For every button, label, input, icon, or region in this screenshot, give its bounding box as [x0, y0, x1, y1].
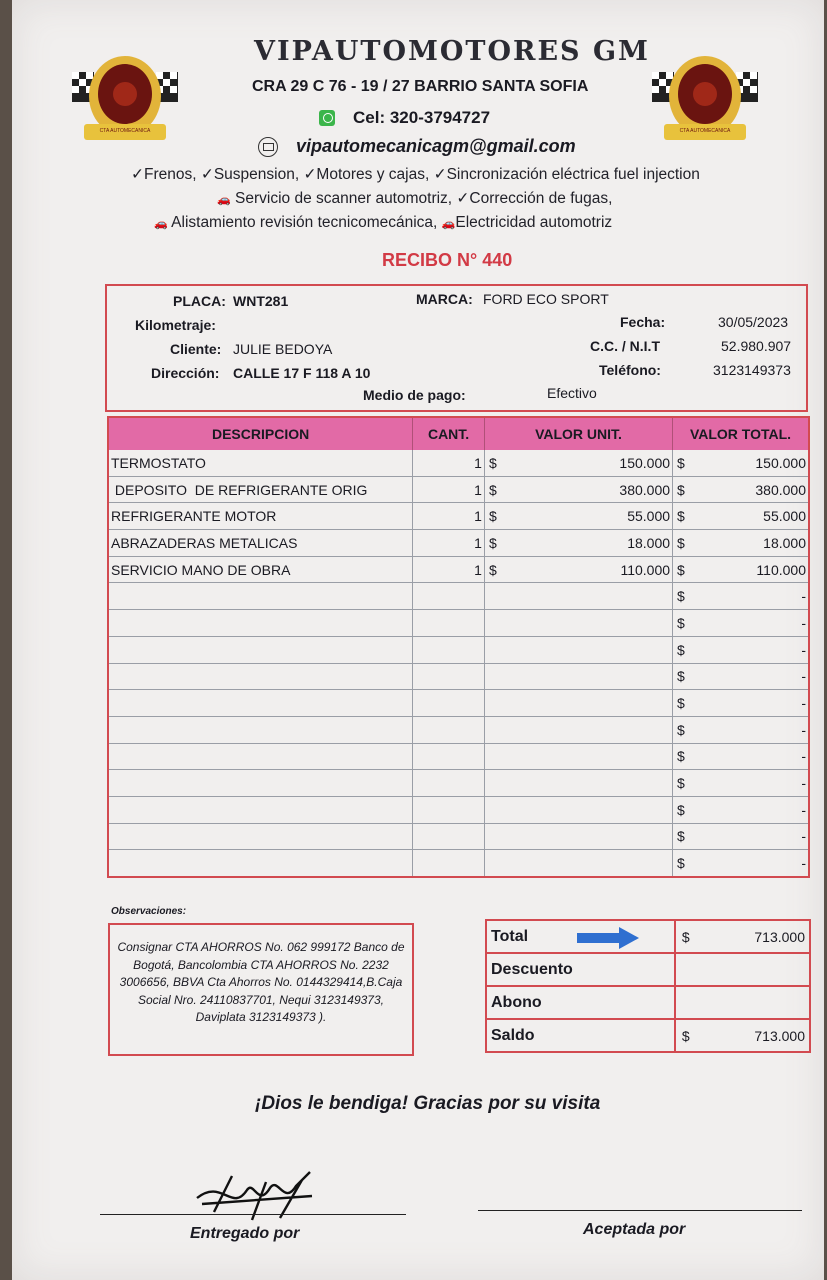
services-line-2-text: Servicio de scanner automotriz, ✓Corrección de fugas, — [235, 190, 613, 207]
empty-value-dash: - — [801, 801, 806, 818]
currency-symbol: $ — [681, 928, 690, 945]
currency-symbol: $ — [677, 481, 685, 498]
services-line-3-text-a: Alistamiento revisión tecnicomecánica, — [171, 214, 438, 231]
header-valor-total: VALOR TOTAL. — [673, 417, 809, 450]
placa-value: WNT281 — [233, 293, 289, 309]
item-total-price — [673, 716, 809, 743]
telefono-label: Teléfono: — [599, 362, 661, 378]
item-quantity — [413, 610, 485, 637]
currency-symbol: $ — [677, 801, 685, 818]
item-total-price — [673, 583, 809, 610]
item-quantity: 1 — [413, 530, 485, 557]
table-row-empty — [108, 583, 809, 610]
phone-text: Cel: 320-3794727 — [353, 108, 491, 127]
table-row-empty — [108, 716, 809, 743]
item-unit-price — [484, 610, 672, 637]
item-quantity — [413, 850, 485, 877]
item-total-price — [673, 796, 809, 823]
item-total-price — [673, 610, 809, 637]
marca-value: FORD ECO SPORT — [483, 291, 609, 307]
item-quantity: 1 — [413, 556, 485, 583]
item-total-price — [673, 823, 809, 850]
item-quantity — [413, 823, 485, 850]
item-total-price — [673, 530, 809, 557]
item-unit-price — [484, 716, 672, 743]
table-row-empty — [108, 690, 809, 717]
receipt-paper — [12, 0, 824, 1280]
empty-value-dash: - — [801, 588, 806, 605]
item-unit-price — [484, 476, 672, 503]
item-description — [108, 743, 413, 770]
total-price-value: 150.000 — [755, 454, 806, 471]
items-table — [107, 416, 810, 878]
currency-symbol: $ — [677, 695, 685, 712]
empty-value-dash: - — [801, 748, 806, 765]
placa-label: PLACA: — [173, 293, 226, 309]
currency-symbol: $ — [488, 481, 497, 498]
item-unit-price — [484, 636, 672, 663]
item-quantity — [413, 583, 485, 610]
currency-symbol: $ — [681, 1027, 690, 1044]
currency-symbol: $ — [677, 588, 685, 605]
email-text: vipautomecanicagm@gmail.com — [296, 136, 576, 156]
customer-info-box — [105, 284, 808, 412]
services-line-1: ✓Frenos, ✓Suspension, ✓Motores y cajas, ✓Sincronización eléctrica fuel injection — [131, 166, 700, 183]
marca-label: MARCA: — [416, 291, 473, 307]
currency-symbol: $ — [677, 641, 685, 658]
total-price-value: 55.000 — [763, 508, 806, 525]
medio-pago-value: Efectivo — [547, 385, 597, 401]
item-total-price — [673, 663, 809, 690]
table-row — [108, 450, 809, 476]
total-row — [486, 920, 810, 953]
currency-symbol: $ — [677, 775, 685, 792]
item-quantity — [413, 796, 485, 823]
item-total-price — [673, 850, 809, 877]
item-description — [108, 636, 413, 663]
table-row — [108, 556, 809, 583]
item-description: DEPOSITO DE REFRIGERANTE ORIG — [108, 476, 413, 503]
ccnit-value: 52.980.907 — [721, 338, 792, 354]
table-row — [108, 530, 809, 557]
currency-symbol: $ — [488, 534, 497, 551]
unit-price-value: 55.000 — [627, 508, 671, 525]
empty-value-dash: - — [801, 775, 806, 792]
total-price-value: 380.000 — [755, 481, 806, 498]
company-phone — [319, 108, 490, 128]
car-icon: 🚗 — [154, 218, 168, 230]
observations-text: Consignar CTA AHORROS No. 062 999172 Banco de Bogotá, Bancolombia CTA AHORROS No. 2232 3006656, BBVA Cta Ahorros No. 0144329414,B.Caja Social Nro. 24110837701, Nequi 3123149373, Daviplata 3123149373 ). — [117, 940, 405, 1024]
saldo-label: Saldo — [486, 1019, 675, 1052]
company-logo-left — [70, 44, 180, 154]
observations-box — [108, 923, 414, 1056]
item-quantity — [413, 743, 485, 770]
empty-value-dash: - — [801, 855, 806, 872]
services-line-3 — [154, 214, 612, 232]
item-total-price — [673, 556, 809, 583]
table-row-empty — [108, 770, 809, 797]
medio-pago-label: Medio de pago: — [363, 387, 466, 403]
table-row-empty — [108, 663, 809, 690]
item-unit-price — [484, 823, 672, 850]
item-unit-price — [484, 530, 672, 557]
empty-value-dash: - — [801, 641, 806, 658]
abono-row — [486, 986, 810, 1019]
item-unit-price — [484, 770, 672, 797]
table-row-empty — [108, 823, 809, 850]
signature-line-aceptada — [478, 1210, 802, 1211]
table-row-empty — [108, 743, 809, 770]
table-row-empty — [108, 610, 809, 637]
currency-symbol: $ — [677, 828, 685, 845]
item-description — [108, 610, 413, 637]
services-line-2 — [217, 189, 612, 208]
item-total-price — [673, 770, 809, 797]
item-total-price — [673, 450, 809, 476]
signature-line-entregado — [100, 1214, 406, 1215]
item-quantity — [413, 663, 485, 690]
item-unit-price — [484, 796, 672, 823]
item-description: TERMOSTATO — [108, 450, 413, 476]
mail-icon — [258, 137, 278, 157]
car-icon: 🚗 — [217, 194, 231, 206]
abono-value — [675, 986, 810, 1019]
item-description — [108, 796, 413, 823]
item-unit-price — [484, 663, 672, 690]
whatsapp-icon — [319, 110, 335, 126]
ccnit-label: C.C. / N.I.T — [590, 338, 660, 354]
item-unit-price — [484, 503, 672, 530]
item-total-price — [673, 743, 809, 770]
item-unit-price — [484, 556, 672, 583]
currency-symbol: $ — [677, 534, 685, 551]
item-total-price — [673, 476, 809, 503]
item-unit-price — [484, 583, 672, 610]
currency-symbol: $ — [677, 748, 685, 765]
fecha-label: Fecha: — [620, 314, 666, 330]
unit-price-value: 150.000 — [619, 454, 671, 471]
company-logo-right — [650, 44, 760, 154]
item-total-price — [673, 690, 809, 717]
header-valor-unit: VALOR UNIT. — [484, 417, 672, 450]
currency-symbol: $ — [677, 614, 685, 631]
item-unit-price — [484, 850, 672, 877]
item-unit-price — [484, 450, 672, 476]
table-row-empty — [108, 636, 809, 663]
item-description — [108, 716, 413, 743]
table-row — [108, 476, 809, 503]
item-description — [108, 663, 413, 690]
total-value-cell — [675, 920, 810, 953]
descuento-value — [675, 953, 810, 986]
currency-symbol: $ — [677, 721, 685, 738]
entregado-por-label: Entregado por — [190, 1225, 300, 1242]
unit-price-value: 18.000 — [627, 534, 671, 551]
total-label: Total — [491, 927, 529, 945]
currency-symbol: $ — [677, 668, 685, 685]
company-name: VIPAUTOMOTORES GM — [254, 36, 650, 67]
item-description: REFRIGERANTE MOTOR — [108, 503, 413, 530]
item-description: ABRAZADERAS METALICAS — [108, 530, 413, 557]
header-cantidad: CANT. — [413, 417, 485, 450]
item-description — [108, 690, 413, 717]
cliente-label: Cliente: — [170, 341, 222, 357]
item-description: SERVICIO MANO DE OBRA — [108, 556, 413, 583]
item-total-price — [673, 636, 809, 663]
empty-value-dash: - — [801, 668, 806, 685]
descuento-label: Descuento — [486, 953, 675, 986]
totals-table — [485, 919, 811, 1053]
services-line-3-text-b: Electricidad automotriz — [455, 214, 613, 231]
unit-price-value: 110.000 — [620, 561, 671, 578]
company-email — [258, 136, 576, 157]
receipt-number: RECIBO N° 440 — [382, 250, 513, 270]
item-description — [108, 850, 413, 877]
unit-price-value: 380.000 — [619, 481, 671, 498]
currency-symbol: $ — [488, 454, 497, 471]
kilometraje-label: Kilometraje: — [135, 317, 216, 333]
empty-value-dash: - — [801, 721, 806, 738]
descuento-row — [486, 953, 810, 986]
telefono-value: 3123149373 — [713, 362, 791, 378]
table-row-empty — [108, 850, 809, 877]
saldo-value: 713.000 — [754, 1027, 805, 1044]
cliente-value: JULIE BEDOYA — [233, 341, 333, 357]
currency-symbol: $ — [677, 508, 685, 525]
company-address: CRA 29 C 76 - 19 / 27 BARRIO SANTA SOFIA — [252, 78, 589, 95]
fecha-value: 30/05/2023 — [718, 314, 789, 330]
empty-value-dash: - — [801, 695, 806, 712]
item-quantity — [413, 770, 485, 797]
arrow-right-icon — [577, 927, 639, 949]
currency-symbol: $ — [677, 855, 685, 872]
item-quantity — [413, 690, 485, 717]
currency-symbol: $ — [677, 454, 685, 471]
saldo-value-cell — [675, 1019, 810, 1052]
item-unit-price — [484, 743, 672, 770]
currency-symbol: $ — [488, 561, 497, 578]
total-label-cell — [486, 920, 675, 953]
item-quantity: 1 — [413, 476, 485, 503]
direccion-value: CALLE 17 F 118 A 10 — [233, 365, 371, 381]
currency-symbol: $ — [488, 508, 497, 525]
table-row — [108, 503, 809, 530]
observations-title: Observaciones: — [111, 906, 187, 917]
items-table-header — [108, 417, 809, 450]
table-row-empty — [108, 796, 809, 823]
item-description — [108, 583, 413, 610]
empty-value-dash: - — [801, 614, 806, 631]
logo-right-caption: CTA AUTOMECANICA — [679, 128, 731, 134]
total-price-value: 110.000 — [756, 561, 806, 578]
total-price-value: 18.000 — [763, 534, 806, 551]
item-description — [108, 823, 413, 850]
aceptada-por-label: Aceptada por — [583, 1221, 686, 1238]
handwritten-signature — [192, 1168, 322, 1228]
item-description — [108, 770, 413, 797]
total-value: 713.000 — [754, 928, 805, 945]
car-icon: 🚗 — [441, 218, 456, 230]
item-quantity — [413, 636, 485, 663]
item-quantity: 1 — [413, 503, 485, 530]
direccion-label: Dirección: — [151, 365, 220, 381]
thank-you-message: ¡Dios le bendiga! Gracias por su visita — [255, 1093, 601, 1114]
currency-symbol: $ — [677, 561, 685, 578]
abono-label: Abono — [486, 986, 675, 1019]
item-quantity — [413, 716, 485, 743]
header-descripcion: DESCRIPCION — [108, 417, 413, 450]
empty-value-dash: - — [801, 828, 806, 845]
item-total-price — [673, 503, 809, 530]
saldo-row — [486, 1019, 810, 1052]
item-quantity: 1 — [413, 450, 485, 476]
logo-left-caption: CTA AUTOMECANICA — [99, 128, 151, 134]
item-unit-price — [484, 690, 672, 717]
